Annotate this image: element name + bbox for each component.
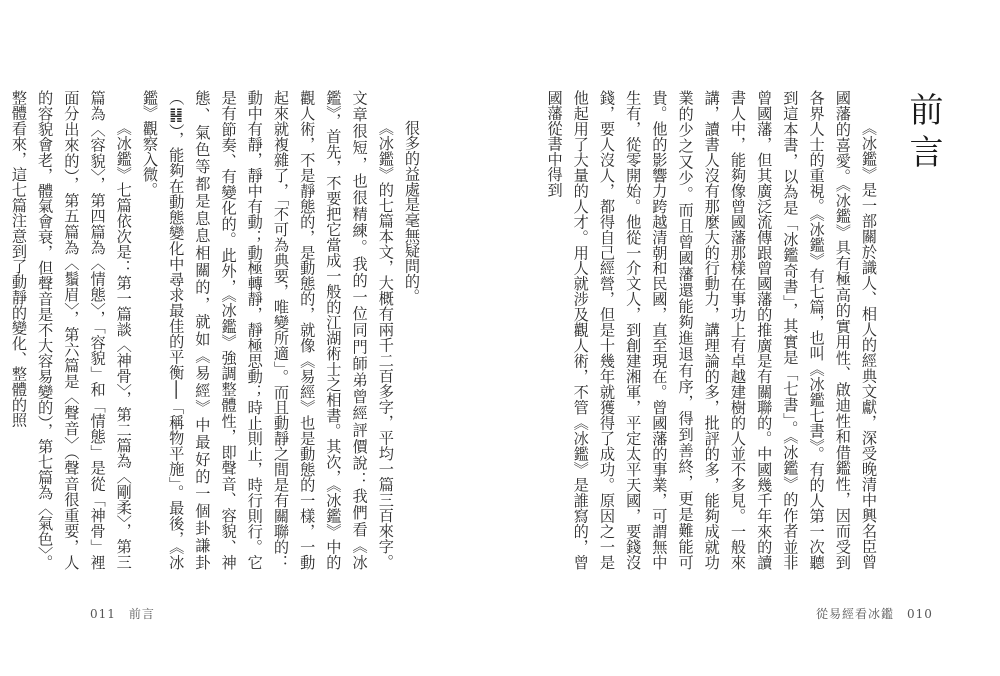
paragraph: 《冰鑑》七篇依次是：第一篇談〈神骨〉，第二篇為〈剛柔〉，第三篇為〈容貌〉，第四篇為〈情態〉，「容貌」和「情態」是從「神骨」裡面分出來的），第五篇為〈鬚眉〉，第六篇是〈聲音〉（聲音很重要，人的容貌會老，體氣會衰，但聲音是不大容易變的），第七篇為〈氣色〉。整體看來，這七篇注意到了動靜的變化、整體的照 [9,90,133,570]
paragraph: 《冰鑑》的七篇本文，大概有兩千二百多字，平均一篇三百來字。文章很短，也很精練。我的一位同門師弟曾經評價說：我們看《冰鑑》，首先，不要把它當成一般的江湖術士之相書。其次，《冰鑑》中的觀人術，不是靜態的，是動態的，就像《易經》也是動態的一樣，一動起來就複雜了，「不可為典要，唯變所適」。而且動靜之間是有關聯的：動中有靜，靜中有動；動極轉靜，靜極思動；時止則止，時行則行。它是有節奏、有變化的。此外，《冰鑑》強調整體性，即聲音、容貌、神態、氣色等都是息息相關的，就如《易經》中最好的一個卦謙卦（䷎），能夠在動態變化中尋求最佳的平衡──「稱物平施」。最後，《冰鑑》觀察入微。 [140,90,395,570]
left-page-body [9,90,425,570]
chapter-title: 前言 [903,92,943,176]
right-page-body [545,90,882,570]
paragraph: 《冰鑑》是一部關於識人、相人的經典文獻，深受晚清中興名臣曾國藩的喜愛。《冰鑑》具有極高的實用性、啟迪性和借鑑性，因而受到各界人士的重視。《冰鑑》有七篇，也叫《冰鑑七書》。有的人第一次聽到這本書，以為是「冰鑑奇書」，其實是「七書」。《冰鑑》的作者並非曾國藩，但其廣泛流傳跟曾國藩的推廣是有關聯的。中國幾千年來的讀書人中，能夠像曾國藩那樣在事功上有卓越建樹的人並不多見。一般來講，讀書人沒有那麼大的行動力，講理論的多，批評的多，能夠成就功業的少之又少。而且曾國藩還能夠進退有序，得到善終，更是難能可貴。他的影響力跨越清朝和民國，直至現在。曾國藩的事業，可謂無中生有，從零開始。他從一介文人，到創建湘軍，平定太平天國，要錢沒錢，要人沒人，都得自己經營，但是十幾年就獲得了成功。原因之一是他起用了大量的人才。用人就涉及觀人術，不管《冰鑑》是誰寫的，曾國藩從書中得到 [545,90,878,570]
right-page [500,0,1000,676]
page-folio-left: 011 前言 [90,607,155,621]
page-folio-right: 從易經看冰鑑 010 [816,607,933,621]
paragraph: 很多的益處是毫無疑問的。 [403,120,421,305]
